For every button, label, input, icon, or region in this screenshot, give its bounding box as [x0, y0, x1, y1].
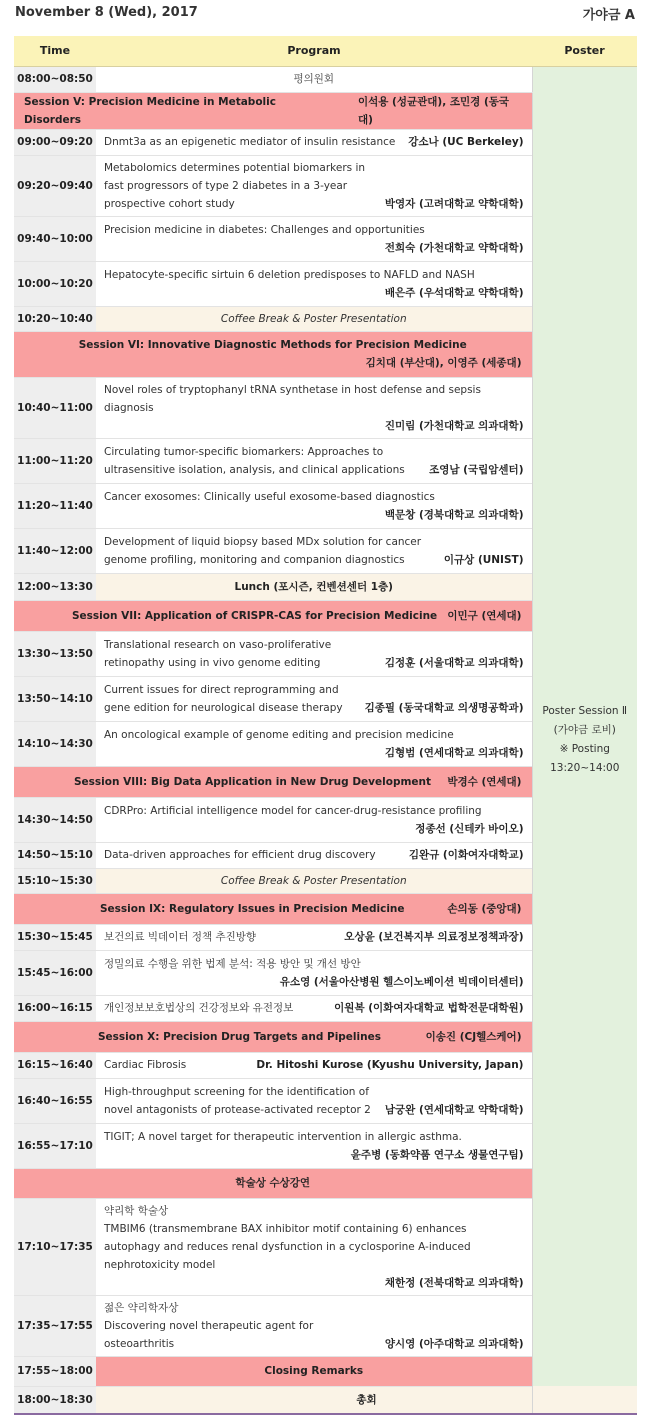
time-cell: 18:00~18:30	[14, 1386, 96, 1414]
session-chairs: 이송진 (CJ헬스케어)	[425, 1030, 522, 1043]
poster-place: (가야금 로비)	[553, 723, 616, 736]
time-cell: 09:00~09:20	[14, 129, 96, 155]
speaker: 이규상 (UNIST)	[443, 553, 524, 566]
break-label: Coffee Break & Poster Presentation	[96, 306, 532, 331]
talk-title: CDRPro: Artificial intelligence model for cancer-drug-resistance profiling	[104, 804, 482, 817]
speaker: 김정훈 (서울대학교 의과대학)	[384, 656, 524, 669]
speaker: Dr. Hitoshi Kurose (Kyushu University, Japan)	[256, 1059, 524, 1071]
time-cell: 10:20~10:40	[14, 306, 96, 331]
speaker: 김완규 (이화여자대학교)	[408, 849, 524, 861]
general-meeting: 총회	[96, 1386, 637, 1414]
speaker: 김형범 (연세대학교 의과대학)	[384, 746, 524, 759]
table-row	[14, 66, 637, 92]
speaker: 오상윤 (보건복지부 의료정보정책과장)	[344, 931, 524, 943]
time-cell: 13:50~14:10	[14, 676, 96, 721]
col-header-time: Time	[14, 36, 96, 66]
session-title: Session VIII: Big Data Application in New Drug Development	[74, 775, 432, 788]
time-cell: 14:30~14:50	[14, 797, 96, 842]
col-header-program: Program	[96, 36, 532, 66]
time-cell: 10:40~11:00	[14, 377, 96, 438]
speaker: 전희숙 (가천대학교 약학대학)	[384, 241, 524, 254]
session-chairs: 이석용 (성균관대), 조민경 (동국대)	[357, 95, 510, 126]
time-cell: 16:00~16:15	[14, 995, 96, 1021]
talk-title: 정밀의료 수행을 위한 법제 분석: 적용 방안 및 개선 방안	[104, 957, 361, 970]
session-title: Session X: Precision Drug Targets and Pipelines	[98, 1030, 381, 1043]
talk-title: Circulating tumor-specific biomarkers: Approaches to ultrasensitive isolation, analysis, and clinical applications	[104, 445, 405, 476]
session-chairs: 김치대 (부산대), 이영주 (세종대)	[365, 357, 522, 369]
award-name: 약리학 학술상	[104, 1204, 169, 1217]
session-title: Session V: Precision Medicine in Metabolic Disorders	[24, 95, 276, 126]
talk-title: Precision medicine in diabetes: Challenges and opportunities	[104, 223, 425, 236]
talk-title: Metabolomics determines potential biomarkers in fast progressors of type 2 diabetes in a 3-year prospective cohort study	[104, 161, 366, 210]
time-cell: 10:00~10:20	[14, 261, 96, 306]
session-title: Session IX: Regulatory Issues in Precision Medicine	[100, 902, 405, 915]
time-cell: 09:40~10:00	[14, 216, 96, 261]
talk-title: TIGIT; A novel target for therapeutic intervention in allergic asthma.	[104, 1130, 462, 1143]
time-cell: 11:20~11:40	[14, 483, 96, 528]
program-cell: 평의원회	[96, 66, 532, 92]
talk-title: 개인정보보호법상의 건강정보와 유전정보	[104, 1002, 294, 1014]
time-cell: 11:00~11:20	[14, 438, 96, 483]
speaker: 배은주 (우석대학교 약학대학)	[384, 286, 524, 299]
time-cell: 13:30~13:50	[14, 631, 96, 676]
event-date: November 8 (Wed), 2017	[15, 5, 198, 20]
time-cell: 16:40~16:55	[14, 1078, 96, 1123]
col-header-poster: Poster	[532, 36, 637, 66]
talk-title: Data-driven approaches for efficient drug discovery	[104, 849, 376, 861]
time-cell: 16:55~17:10	[14, 1123, 96, 1168]
session-chairs: 손의동 (중앙대)	[447, 902, 522, 915]
talk-title: Discovering novel therapeutic agent for osteoarthritis	[104, 1319, 314, 1350]
speaker: 백문창 (경북대학교 의과대학)	[384, 508, 524, 521]
speaker: 남궁완 (연세대학교 약학대학)	[384, 1103, 524, 1116]
time-cell: 14:50~15:10	[14, 842, 96, 868]
speaker: 이원복 (이화여자대학교 법학전문대학원)	[334, 1002, 524, 1014]
poster-cell	[532, 66, 637, 1414]
talk-title: Current issues for direct reprogramming and gene edition for neurological disease therapy	[104, 683, 343, 714]
speaker: 김종필 (동국대학교 의생명공학과)	[364, 701, 524, 714]
time-cell: 12:00~13:30	[14, 573, 96, 600]
table-row	[14, 1386, 637, 1414]
speaker: 채한정 (전북대학교 의과대학)	[384, 1276, 524, 1289]
speaker: 정종선 (신테카 바이오)	[415, 822, 524, 835]
time-cell: 15:10~15:30	[14, 868, 96, 893]
talk-title: Cardiac Fibrosis	[104, 1059, 187, 1071]
table-header-row	[14, 36, 637, 66]
award-title: 학술상 수상강연	[14, 1168, 532, 1198]
talk-title: Cancer exosomes: Clinically useful exosome-based diagnostics	[104, 490, 435, 503]
time-cell: 15:30~15:45	[14, 924, 96, 950]
poster-posting: ※ Posting	[559, 742, 610, 755]
speaker: 박영자 (고려대학교 약학대학)	[384, 197, 524, 210]
talk-title: Hepatocyte-specific sirtuin 6 deletion predisposes to NAFLD and NASH	[104, 268, 475, 281]
room-name: 가야금 A	[582, 8, 635, 23]
time-cell: 16:15~16:40	[14, 1052, 96, 1078]
speaker: 양시영 (아주대학교 의과대학)	[384, 1337, 524, 1350]
poster-time: 13:20~14:00	[550, 761, 620, 774]
time-cell: 11:40~12:00	[14, 528, 96, 573]
speaker: 조영남 (국립암센터)	[429, 463, 524, 476]
time-cell: 17:10~17:35	[14, 1198, 96, 1295]
talk-title: Novel roles of tryptophanyl tRNA synthetase in host defense and sepsis diagnosis	[104, 383, 481, 414]
session-title: Session VI: Innovative Diagnostic Methods for Precision Medicine	[78, 339, 467, 351]
talk-title: Dnmt3a as an epigenetic mediator of insulin resistance	[104, 136, 396, 148]
speaker: 강소나 (UC Berkeley)	[408, 136, 524, 148]
time-cell: 17:35~17:55	[14, 1295, 96, 1356]
talk-title: Translational research on vaso-proliferative retinopathy using in vivo genome editing	[104, 638, 332, 669]
talk-title: Development of liquid biopsy based MDx solution for cancer genome profiling, monitoring and companion diagnostics	[104, 535, 422, 566]
time-cell: 08:00~08:50	[14, 66, 96, 92]
time-cell: 09:20~09:40	[14, 155, 96, 216]
poster-title: Poster Session Ⅱ	[542, 704, 628, 717]
lunch-label: Lunch (포시즌, 컨벤션센터 1층)	[96, 573, 532, 600]
talk-title: An oncological example of genome editing and precision medicine	[104, 728, 454, 741]
talk-title: High-throughput screening for the identification of novel antagonists of protease-activated receptor 2	[104, 1085, 371, 1116]
closing-remarks: Closing Remarks	[96, 1356, 532, 1386]
talk-title: TMBIM6 (transmembrane BAX inhibitor motif containing 6) enhances autophagy and reduces renal dysfunction in a cyclosporine A-induced nephrotoxicity model	[104, 1222, 471, 1271]
speaker: 윤주병 (동화약품 연구소 생물연구팀)	[350, 1148, 524, 1161]
session-chairs: 박경수 (연세대)	[447, 775, 522, 788]
break-label: Coffee Break & Poster Presentation	[96, 868, 532, 893]
session-chairs: 이민구 (연세대)	[447, 609, 522, 622]
program-table	[14, 36, 637, 1415]
page-header	[0, 0, 650, 30]
time-cell: 14:10~14:30	[14, 721, 96, 766]
session-title: Session VII: Application of CRISPR-CAS for Precision Medicine	[72, 609, 438, 622]
time-cell: 17:55~18:00	[14, 1356, 96, 1386]
speaker: 유소영 (서울아산병원 헬스이노베이션 빅데이터센터)	[279, 975, 524, 988]
speaker: 진미림 (가천대학교 의과대학)	[384, 419, 524, 432]
talk-title: 보건의료 빅데이터 정책 추진방향	[104, 931, 257, 943]
award-name: 젊은 약리학자상	[104, 1301, 179, 1314]
time-cell: 15:45~16:00	[14, 950, 96, 995]
